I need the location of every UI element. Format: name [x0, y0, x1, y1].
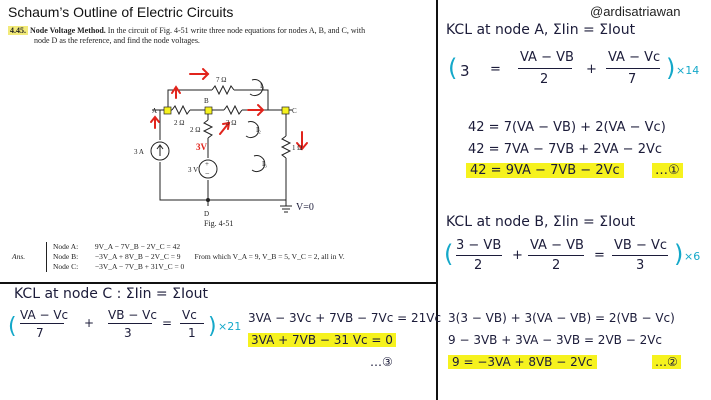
label-src-current: 3 A: [134, 148, 144, 156]
problem-text-1: In the circuit of Fig. 4-51 write three node equations for nodes A, B, and C, with: [107, 26, 366, 35]
label-ib-note: 3V: [196, 142, 207, 152]
kcl-b-multiplier: ×6: [684, 250, 701, 263]
kcl-a-line2: 42 = 7VA − 7VB + 2VA − 2Vc: [468, 142, 663, 157]
svg-text:+: +: [205, 160, 209, 168]
answer-label: Ans.: [12, 252, 26, 261]
problem-text-2: node D as the reference, and find the node voltages.: [34, 36, 200, 45]
kcl-b-frac1-num: 3 − VB: [456, 238, 502, 253]
kcl-c-frac1-den: 7: [36, 326, 44, 340]
fig-label: Fig. 4-51: [204, 219, 234, 228]
watermark: @ardisatriawan: [590, 4, 681, 19]
kcl-c-equation: ( VA − Vc 7 + VB − Vc 3 = Vc 1 ) ×21: [8, 308, 242, 340]
kcl-c-multiplier: ×21: [218, 320, 242, 333]
kcl-c-frac3-den: 1: [188, 326, 196, 340]
label-src-voltage: 3 V: [188, 166, 199, 174]
kcl-c-frac1-num: VA − Vc: [20, 308, 69, 322]
label-r-right: 1 Ω: [292, 144, 303, 152]
kcl-b-equation: ( 3 − VB 2 + VA − VB 2 = VB − Vc 3 ) ×6: [444, 238, 701, 273]
answer-result: From which V_A = 9, V_B = 5, V_C = 2, all in V.: [194, 252, 345, 261]
kcl-a-line1: 42 = 7(VA − VB) + 2(VA − Vc): [468, 120, 666, 135]
label-node-b: B: [204, 97, 209, 105]
answer-eq: −3V_A − 7V_B + 31V_C = 0: [94, 262, 185, 271]
answer-row: [53, 252, 345, 262]
problem-heading: Node Voltage Method.: [30, 26, 106, 35]
label-i1: I₁: [260, 82, 265, 90]
label-i3: I₃: [262, 160, 267, 168]
answer-node: Node B:: [53, 252, 79, 261]
kcl-b-frac3-den: 3: [636, 258, 645, 273]
kcl-a-tag: …①: [652, 163, 683, 178]
kcl-c-frac2-den: 3: [124, 326, 132, 340]
answer-node: Node A:: [53, 242, 79, 251]
label-r-left: 2 Ω: [174, 119, 185, 127]
kcl-a-frac1-num: VA − VB: [520, 50, 574, 65]
label-r-top: 7 Ω: [216, 76, 227, 84]
horizontal-divider: [0, 282, 436, 284]
kcl-b-frac3-num: VB − Vc: [614, 238, 668, 253]
answer-row: [53, 242, 345, 252]
kcl-b-tag: …②: [652, 355, 681, 369]
answer-eq: 9V_A − 7V_B − 2V_C = 42: [94, 242, 181, 251]
kcl-a-frac2-den: 7: [628, 72, 637, 87]
kcl-b-line3: 9 = −3VA + 8VB − 2Vc: [448, 355, 597, 369]
answer-row: [53, 262, 345, 272]
problem-statement: [8, 26, 428, 46]
kcl-a-multiplier: ×14: [676, 64, 700, 77]
label-vd-note: V=0: [296, 202, 314, 213]
kcl-b-line2: 9 − 3VB + 3VA − 3VB = 2VB − 2Vc: [448, 333, 663, 347]
label-r-mid: 3 Ω: [226, 119, 237, 127]
circuit-diagram: [130, 58, 430, 228]
kcl-c-tag: …③: [370, 355, 393, 369]
kcl-b-frac2-num: VA − VB: [530, 238, 584, 253]
kcl-b-frac1-den: 2: [474, 258, 483, 273]
problem-number: 4.45.: [10, 26, 26, 35]
kcl-a-line3: 42 = 9VA − 7VB − 2Vc: [466, 163, 624, 178]
answer-eq: −3V_A + 8V_B − 2V_C = 9: [94, 252, 181, 261]
kcl-a-frac2-num: VA − Vc: [608, 50, 661, 65]
label-i2: I₂: [256, 126, 261, 134]
svg-text:−: −: [205, 169, 210, 178]
kcl-c-heading: KCL at node C : ΣIin = ΣIout: [14, 286, 209, 302]
kcl-b-line1: 3(3 − VB) + 3(VA − VB) = 2(VB − Vc): [448, 311, 675, 325]
header-title: Schaum’s Outline of Electric Circuits: [8, 4, 234, 20]
answer-node: Node C:: [53, 262, 79, 271]
kcl-b-heading: KCL at node B, ΣIin = ΣIout: [446, 214, 636, 230]
kcl-a-equation: ( 3 = VA − VB 2 + VA − Vc 7 ) ×14: [448, 50, 700, 87]
kcl-a-heading: KCL at node A, ΣIin = ΣIout: [446, 22, 636, 38]
kcl-b-frac2-den: 2: [552, 258, 561, 273]
kcl-a-frac1-den: 2: [540, 72, 549, 87]
label-node-c: C: [292, 107, 297, 115]
kcl-a-lhs: 3: [460, 62, 470, 80]
kcl-c-frac2-num: VB − Vc: [108, 308, 157, 322]
kcl-c-line2: 3VA + 7VB − 31 Vc = 0: [248, 333, 396, 347]
vertical-divider: [436, 0, 438, 400]
label-r-ab: 2 Ω: [190, 126, 201, 134]
kcl-c-frac3-num: Vc: [182, 308, 197, 322]
kcl-c-line1: 3VA − 3Vc + 7VB − 7Vc = 21Vc: [248, 311, 442, 325]
label-node-d: D: [204, 210, 210, 218]
label-node-a: A: [152, 107, 158, 115]
